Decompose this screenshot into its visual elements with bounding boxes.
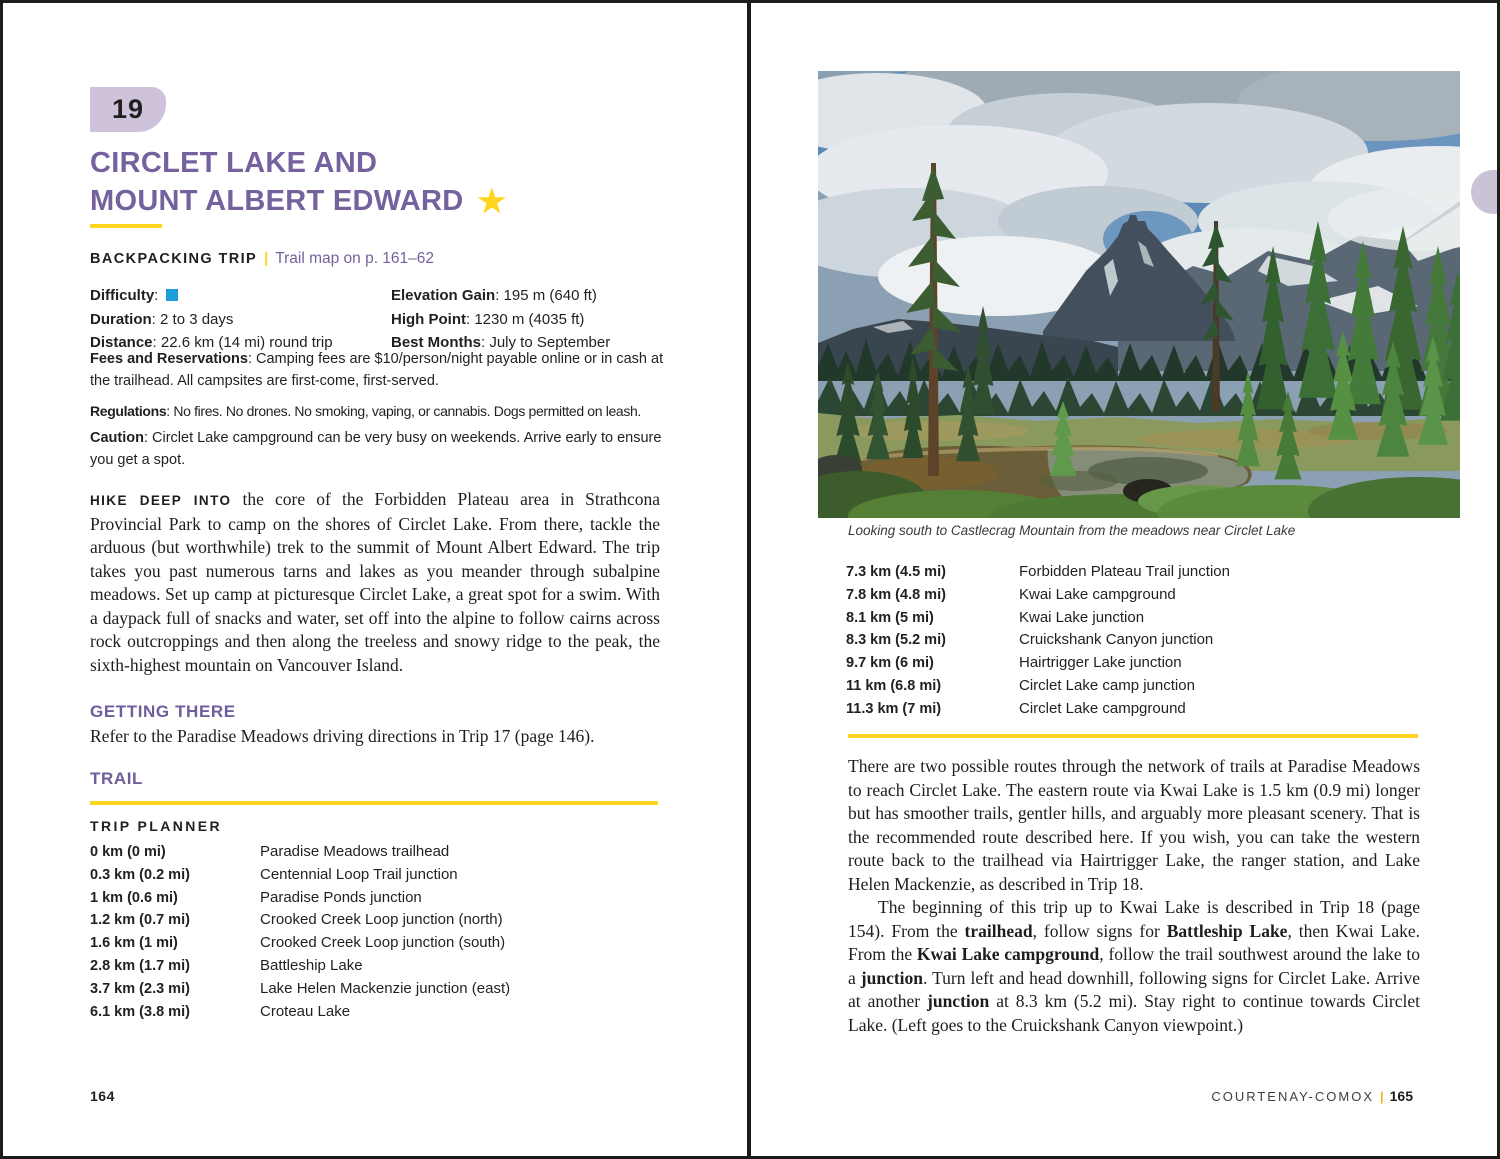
trip-planner-table-right	[846, 561, 1421, 721]
planner-distance: 2.8 km (1.7 mi)	[90, 957, 190, 974]
stat-elevation-gain: Elevation Gain: 195 m (640 ft)	[391, 287, 597, 304]
planner-description: Cruickshank Canyon junction	[1019, 631, 1214, 649]
route-description	[848, 755, 1420, 1037]
trip-type-label: BACKPACKING TRIP	[90, 251, 258, 267]
planner-row	[846, 607, 1421, 630]
planner-description: Croteau Lake	[260, 1002, 351, 1020]
planner-distance: 1.2 km (0.7 mi)	[90, 912, 190, 929]
planner-row	[90, 909, 662, 932]
planner-distance: 6.1 km (3.8 mi)	[90, 1003, 190, 1020]
planner-row	[90, 955, 662, 978]
intro-paragraph: HIKE DEEP INTO the core of the Forbidden Plateau area in Strathcona Provincial Park to camp on the shores of Circlet Lake. From there, tackle the arduous (but worthwhile) trek to the summit of Mount Albert Edward. The trip takes you past numerous tarns and lakes as you meander through subalpine meadows. Set up camp at picturesque Circlet Lake, a great spot for a swim. With a daypack full of snacks and water, set off into the alpine to follow cairns across rock outcroppings and then along the treeless and snowy ridge to the peak, the sixth-highest mountain on Vancouver Island.	[90, 489, 660, 675]
planner-description: Paradise Ponds junction	[260, 888, 422, 906]
planner-row	[90, 887, 662, 910]
planner-distance: 1.6 km (1 mi)	[90, 935, 178, 952]
trip-number-badge	[90, 87, 166, 132]
planner-row	[846, 561, 1421, 584]
planner-distance: 9.7 km (6 mi)	[846, 655, 934, 672]
stat-difficulty: Difficulty:	[90, 284, 333, 308]
planner-description: Kwai Lake junction	[1019, 608, 1145, 626]
chapter-thumb-tab	[1471, 170, 1500, 214]
getting-there-heading: GETTING THERE	[90, 702, 236, 721]
stat-duration: Duration: 2 to 3 days	[90, 310, 234, 328]
page-number-right: 165	[1389, 1088, 1413, 1104]
planner-distance: 3.7 km (2.3 mi)	[90, 980, 190, 997]
star-icon: ★	[477, 183, 507, 219]
planner-row	[846, 584, 1421, 607]
planner-description: Circlet Lake campground	[1019, 699, 1186, 717]
landscape-photo-illustration	[818, 71, 1460, 518]
stats-column-1	[90, 284, 333, 355]
difficulty-square-icon	[166, 289, 178, 301]
note-regulations: Regulations: No fires. No drones. No smoking, vaping, or cannabis. Dogs permitted on leash.	[90, 403, 641, 419]
planner-description: Forbidden Plateau Trail junction	[1019, 563, 1230, 580]
trail-heading: TRAIL	[90, 769, 144, 788]
footer-right	[1211, 1088, 1413, 1104]
planner-distance: 11 km (6.8 mi)	[846, 677, 942, 694]
photo-caption: Looking south to Castlecrag Mountain from the meadows near Circlet Lake	[848, 523, 1296, 538]
trail-photo	[818, 71, 1460, 518]
getting-there-text: Refer to the Paradise Meadows driving directions in Trip 17 (page 146).	[90, 726, 595, 746]
planner-description: Crooked Creek Loop junction (north)	[260, 911, 503, 929]
planner-distance: 11.3 km (7 mi)	[846, 700, 942, 717]
note-fees: Fees and Reservations: Camping fees are $10/person/night payable online or in cash at the trailhead. All campsites are first-come, first-served.	[90, 351, 664, 389]
stats-column-2	[391, 284, 610, 355]
trip-planner-table-left	[90, 841, 662, 1023]
planner-distance: 8.3 km (5.2 mi)	[846, 632, 946, 649]
title-line-1: CIRCLET LAKE AND	[90, 147, 378, 179]
planner-row	[846, 629, 1421, 652]
title-line-2: MOUNT ALBERT EDWARD ★	[90, 183, 507, 219]
page-title	[90, 144, 506, 220]
stat-high-point: High Point: 1230 m (4035 ft)	[391, 310, 585, 328]
planner-distance: 0.3 km (0.2 mi)	[90, 866, 190, 883]
page-gutter-divider	[747, 3, 751, 1159]
planner-description: Lake Helen Mackenzie junction (east)	[260, 979, 511, 997]
planner-bottom-rule	[848, 734, 1418, 738]
planner-description: Battleship Lake	[260, 956, 363, 974]
planner-description: Paradise Meadows trailhead	[260, 843, 450, 860]
stat-distance: Distance: 22.6 km (14 mi) round trip	[90, 334, 333, 351]
footer-section-name: COURTENAY-COMOX	[1211, 1089, 1374, 1104]
planner-row	[90, 864, 662, 887]
trip-number: 19	[111, 94, 145, 124]
planner-distance: 8.1 km (5 mi)	[846, 609, 934, 626]
title-underline	[90, 224, 162, 228]
planner-description: Hairtrigger Lake junction	[1019, 654, 1182, 672]
planner-row	[90, 1001, 662, 1024]
planner-description: Crooked Creek Loop junction (south)	[260, 934, 506, 952]
planner-distance: 0 km (0 mi)	[90, 844, 166, 860]
planner-row	[846, 652, 1421, 675]
trip-meta-row	[90, 250, 434, 268]
divider-pipe: |	[264, 251, 269, 267]
trail-section-rule	[90, 801, 658, 805]
note-caution: Caution: Circlet Lake campground can be very busy on weekends. Arrive early to ensure you get a spot.	[90, 430, 662, 468]
planner-row	[846, 675, 1421, 698]
planner-row	[90, 932, 662, 955]
planner-description: Kwai Lake campground	[1019, 585, 1176, 603]
route-paragraph-1: There are two possible routes through the network of trails at Paradise Meadows to reach Circlet Lake. The eastern route via Kwai Lake is 1.5 km (0.9 mi) longer but has smoother trails, gentler hills, and arguably more pleasant scenery. That is the recommended route described here. If you wish, you can take the western route back to the trailhead via Hairtrigger Lake, the ranger station, and Lake Helen Mackenzie, as described in Trip 18.	[848, 756, 1420, 894]
planner-description: Circlet Lake camp junction	[1019, 676, 1195, 694]
planner-distance: 7.8 km (4.8 mi)	[846, 586, 946, 603]
route-paragraph-2: The beginning of this trip up to Kwai Lake is described in Trip 18 (page 154). From the trailhead, follow signs for Battleship Lake, then Kwai Lake. From the Kwai Lake campground, follow the trail southwest around the lake to a junction. Turn left and head downhill, following signs for Circlet Lake. Arrive at another junction at 8.3 km (5.2 mi). Stay right to continue towards Circlet Lake. (Left goes to the Cruickshank Canyon viewpoint.)	[848, 897, 1421, 1035]
stat-best-months: Best Months: July to September	[391, 334, 611, 351]
planner-description: Centennial Loop Trail junction	[260, 865, 458, 883]
trip-planner-heading-left: TRIP PLANNER	[90, 818, 222, 834]
planner-distance: 7.3 km (4.5 mi)	[846, 564, 946, 580]
planner-distance: 1 km (0.6 mi)	[90, 889, 178, 906]
intro-lead-in: HIKE DEEP INTO	[90, 493, 232, 508]
planner-row	[846, 698, 1421, 721]
trail-map-reference: Trail map on p. 161–62	[275, 250, 435, 267]
footer-pipe: |	[1380, 1089, 1384, 1104]
page-number-left: 164	[90, 1088, 115, 1104]
planner-row	[90, 978, 662, 1001]
planner-row	[90, 841, 662, 864]
